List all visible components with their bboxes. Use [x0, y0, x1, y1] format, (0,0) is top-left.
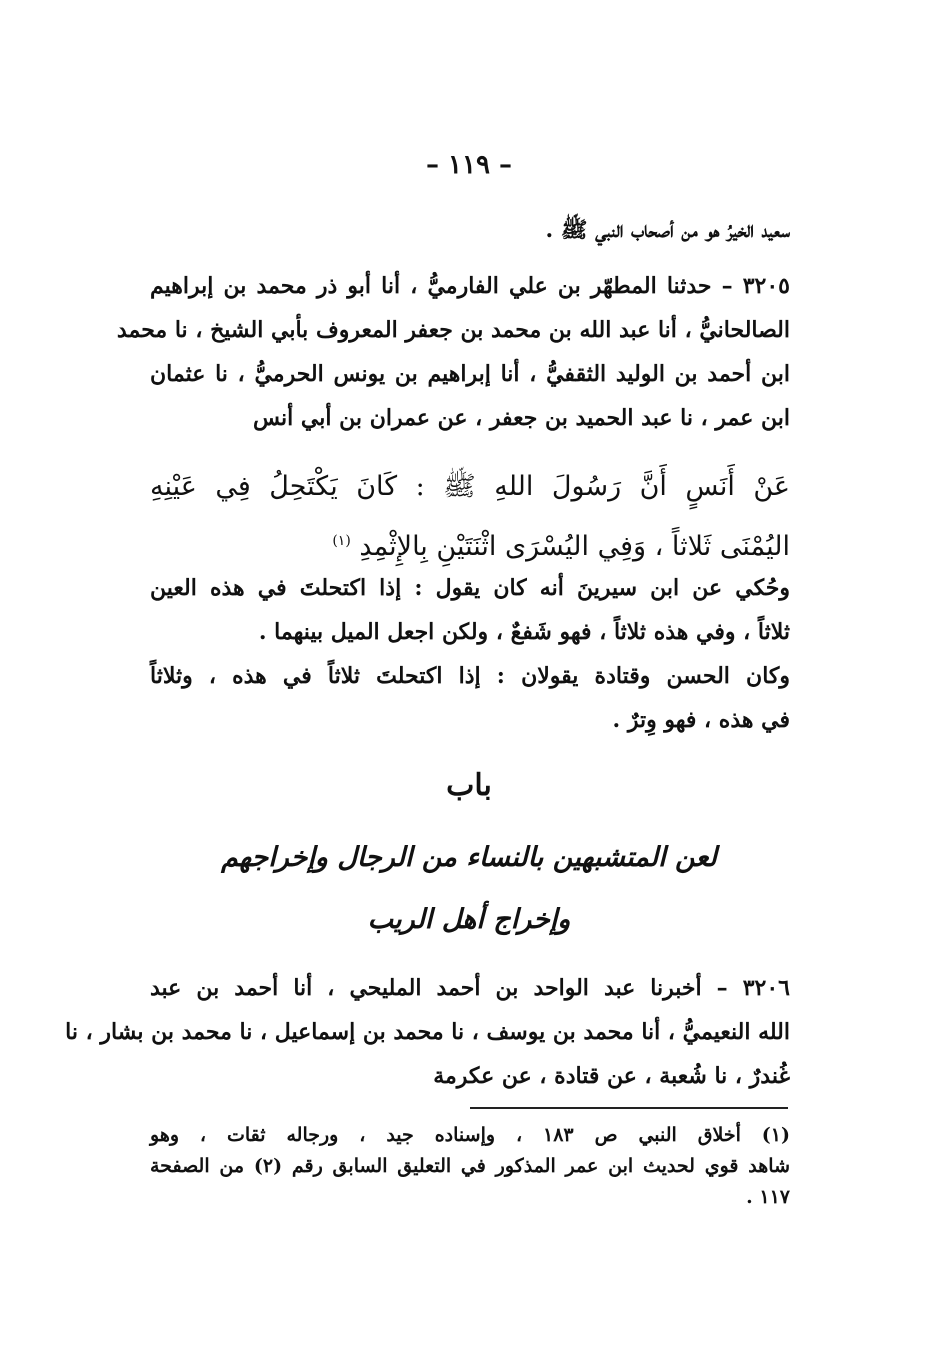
section-heading-bab: باب — [446, 768, 492, 803]
intro-line: سعيد الخيرُ هو من أصحاب النبي ﷺ . — [545, 217, 790, 243]
hadith-3206-isnad — [65, 966, 790, 1098]
commentary-line-3: وكان الحسن وقتادة يقولان : إذا اكتحلتَ ثلاثاً في هذه ، وثلاثاً — [150, 663, 790, 689]
hadith-matn-line-2 — [150, 514, 790, 574]
page-number: – ١١٩ – — [425, 150, 513, 180]
hadith-3205-line-1: ٣٢٠٥ – حدثنا المطهّر بن علي الفارميُّ ، أنا أبو ذر محمد بن إبراهيم — [150, 273, 790, 299]
hadith-matn-line-1: عَنْ أَنَسٍ أَنَّ رَسُولَ اللهِ ﷺ : كَانَ يَكْتَحِلُ فِي عَيْنِهِ — [150, 471, 790, 502]
hadith-3206-line-2: الله النعيميُّ ، أنا محمد بن يوسف ، نا محمد بن إسماعيل ، نا محمد بن بشار ، نا — [65, 1019, 790, 1045]
hadith-3205-isnad — [116, 264, 790, 440]
footnote-line-1: (١) أخلاق النبي ص ١٨٣ ، وإسناده جيد ، ورجاله ثقات ، وهو — [150, 1124, 790, 1146]
commentary-line-1: وحُكي عن ابن سيرينَ أنه كان يقول : إذا اكتحلتَ في هذه العين — [150, 575, 790, 601]
footnote-marker: (١) — [332, 533, 351, 549]
hadith-3205-line-2: الصالحانيُّ ، أنا عبد الله بن محمد بن جعفر المعروف بأبي الشيخ ، نا محمد — [116, 317, 790, 343]
hadith-3205-line-3: ابن أحمد بن الوليد الثقفيُّ ، أنا إبراهيم بن يونس الحرميُّ ، نا عثمان — [150, 361, 790, 387]
hadith-3206-line-1: ٣٢٠٦ – أخبرنا عبد الواحد بن أحمد المليحي ، أنا أحمد بن عبد — [150, 975, 790, 1001]
commentary-line-2: ثلاثاً ، وفي هذه ثلاثاً ، فهو شَفعٌ ، ولكن اجعل الميل بينهما . — [258, 619, 790, 645]
chapter-title-line-2: وإخراج أهل الريب — [367, 904, 571, 935]
footnote-separator — [470, 1107, 788, 1109]
hadith-3205-line-4: ابن عمر ، نا عبد الحميد بن جعفر ، عن عمران بن أبي أنس — [252, 405, 790, 431]
chapter-title-line-1: لعن المتشبهين بالنساء من الرجال وإخراجهم — [221, 842, 717, 873]
intro-paragraph — [150, 208, 790, 252]
hadith-matn — [150, 460, 790, 574]
hadith-3206-line-3: غُندرٌ ، نا شُعبة ، عن قتادة ، عن عكرمة — [433, 1063, 790, 1089]
footnote-line-3: ١١٧ . — [746, 1186, 790, 1208]
commentary-line-4: في هذه ، فهو وِترٌ . — [612, 707, 790, 733]
footnote — [150, 1120, 790, 1213]
footnote-line-2: شاهد قوي لحديث ابن عمر المذكور في التعليق السابق رقم (٢) من الصفحة — [150, 1155, 790, 1177]
hadith-matn-line-2-text: اليُمْنَى ثَلاثاً ، وَفِي اليُسْرَى اثْنَتَيْنِ بِالإِثْمِدِ — [359, 531, 790, 562]
commentary-paragraph — [150, 566, 790, 742]
